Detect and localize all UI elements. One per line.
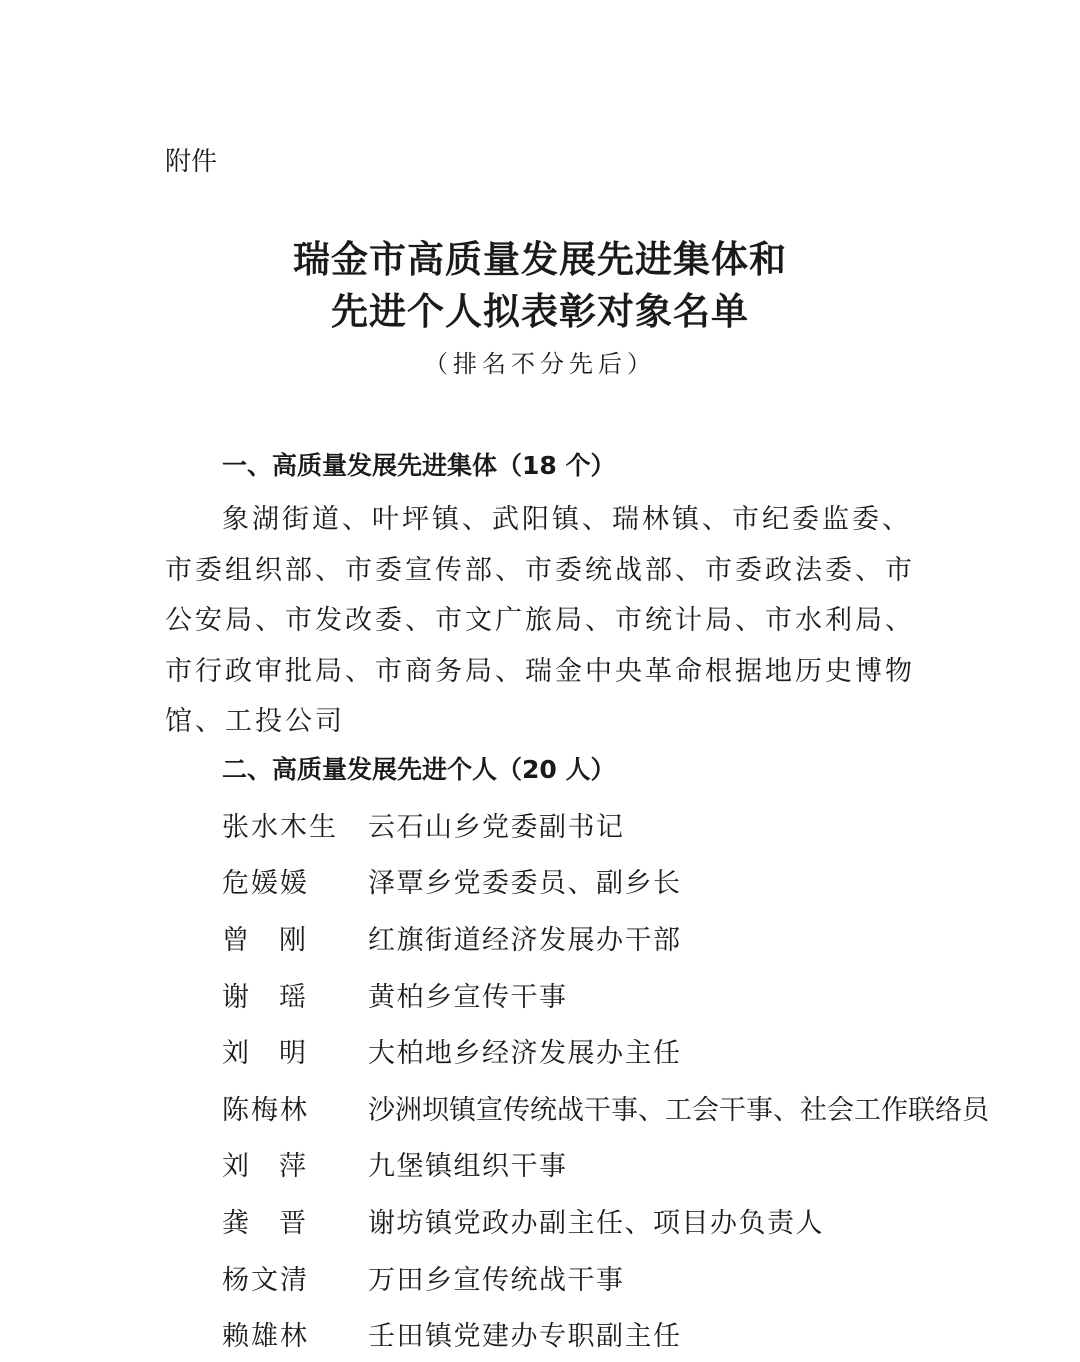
person-role: 云石山乡党委副书记 [368,811,625,843]
person-role: 黄柏乡宣传干事 [368,981,568,1013]
person-role: 万田乡宣传统战干事 [368,1264,625,1296]
ordering-note: （排名不分先后） [424,350,656,378]
person-name: 张水木生 [222,811,338,843]
individuals-list [222,796,989,1362]
person-name: 陈梅林 [222,1094,309,1126]
person-role: 泽覃乡党委委员、副乡长 [368,868,682,900]
person-row [222,1192,942,1249]
person-row [222,1249,942,1306]
person-name: 谢瑶 [222,981,336,1013]
person-role: 大柏地乡经济发展办主任 [368,1038,682,1070]
person-name: 刘萍 [222,1151,336,1183]
person-row [222,796,942,853]
attachment-label: 附件 [165,147,218,177]
person-name: 杨文清 [222,1264,309,1296]
person-name: 危媛媛 [222,868,309,900]
person-name: 龚晋 [222,1207,336,1239]
person-row [222,966,942,1023]
person-name: 赖雄林 [222,1321,309,1353]
person-row [222,1136,942,1193]
person-role: 壬田镇党建办专职副主任 [368,1321,682,1353]
person-role: 九堡镇组织干事 [368,1151,568,1183]
section-heading-individuals: 二、高质量发展先进个人（20 人） [222,755,616,784]
document-title-line-1: 瑞金市高质量发展先进集体和 [293,237,787,281]
person-role: 沙洲坝镇宣传统战干事、工会干事、社会工作联络员 [368,1094,989,1126]
document-title-line-2: 先进个人拟表彰对象名单 [331,289,749,333]
section-heading-collectives: 一、高质量发展先进集体（18 个） [222,451,616,480]
person-name: 刘明 [222,1038,336,1070]
person-role: 谢坊镇党政办副主任、项目办负责人 [368,1207,824,1239]
person-row [222,909,942,966]
person-row [222,1305,942,1362]
person-row [222,1022,942,1079]
collectives-list: 象湖街道、叶坪镇、武阳镇、瑞林镇、市纪委监委、市委组织部、市委宣传部、市委统战部、市委政法委、市公安局、市发改委、市文广旅局、市统计局、市水利局、市行政审批局、市商务局、瑞金中央革命根据地历史博物馆、工投公司 [165,504,915,737]
person-role: 红旗街道经济发展办干部 [368,924,682,956]
person-row [222,853,942,910]
person-row [222,1079,989,1136]
person-name: 曾刚 [222,924,336,956]
